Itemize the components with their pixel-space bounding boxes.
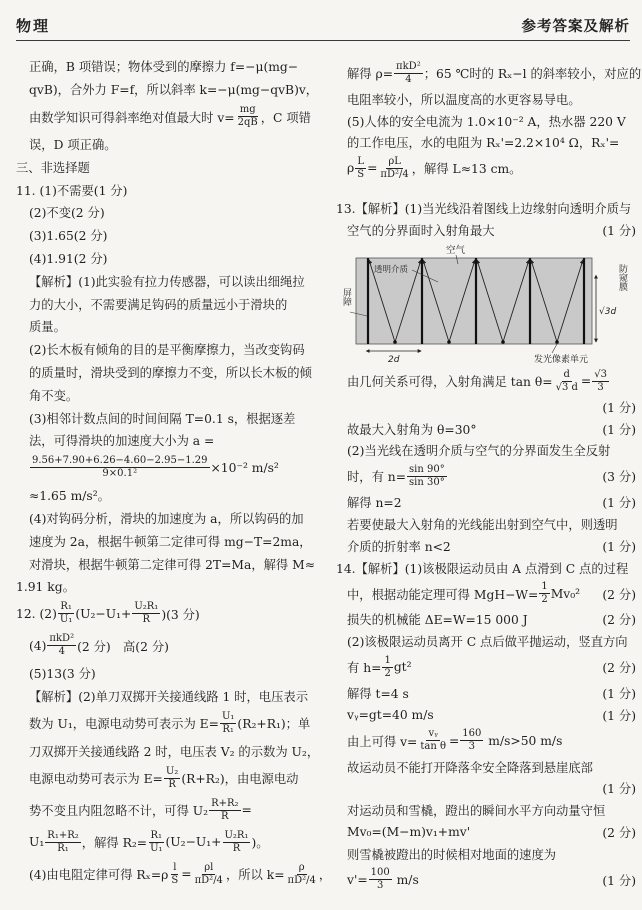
- text-segment: 解得 t=4 s: [347, 687, 409, 702]
- text-line: [347, 535, 638, 557]
- text-segment: (U₂−U₁+: [165, 835, 222, 850]
- text-segment: m/s>50 m/s: [484, 733, 563, 748]
- fraction: [193, 862, 225, 887]
- text-segment: 质量。: [29, 320, 66, 335]
- text-line: [29, 361, 322, 384]
- fraction: [47, 633, 76, 658]
- text-line: [336, 557, 638, 579]
- right-column-top: [336, 58, 642, 188]
- fraction-denominator: tan θ: [420, 741, 446, 753]
- fraction-numerator: πkD²: [49, 633, 75, 645]
- fraction: [378, 156, 410, 181]
- section-title: 参考答案及解析: [521, 17, 630, 35]
- text-line: [29, 858, 332, 890]
- score-label: (1 分): [602, 687, 636, 702]
- text-segment: 对运动员和雪橇，蹬出的瞬间水平方向动量守恒: [347, 804, 606, 819]
- text-line: [29, 201, 322, 224]
- text-line: [347, 153, 638, 183]
- fraction-numerator: √3: [594, 368, 607, 380]
- text-line: [29, 630, 322, 662]
- fraction-denominator: R: [221, 810, 229, 822]
- score-label: (1 分): [602, 422, 636, 437]
- text-line: [347, 756, 638, 778]
- text-line: [29, 552, 322, 575]
- fraction-numerator: R+R₂: [211, 797, 239, 809]
- text-line: [16, 178, 322, 201]
- fraction-numerator: U₁: [221, 711, 235, 723]
- fraction-numerator: d: [563, 368, 570, 380]
- fraction-denominator: πD²/4: [194, 874, 223, 886]
- pixel-point: [555, 340, 559, 344]
- text-segment: 速度为 2a，根据牛顿第二定律可得 mg−T=2ma，: [29, 534, 312, 549]
- fraction-numerator: R₁+R₂: [47, 829, 79, 841]
- text-segment: ；65 ℃时的 Rₓ−l 的斜率较小，对应的: [423, 67, 642, 81]
- text-segment: (R+R₂)，由电源电动: [181, 772, 299, 787]
- score-label: (2 分): [602, 661, 636, 676]
- fraction: [132, 601, 160, 626]
- right-column-question-13: [336, 197, 638, 243]
- text-segment: ρ: [347, 161, 355, 176]
- fraction-denominator: 4: [405, 73, 412, 85]
- fraction: [369, 867, 392, 892]
- text-segment: Mv₀=(M−m)v₁+mv': [347, 825, 471, 840]
- fraction: [394, 61, 423, 86]
- fraction-numerator: 1: [384, 654, 391, 666]
- text-line: [347, 88, 638, 110]
- fraction-denominator: R₁: [222, 723, 234, 735]
- text-segment: 12. (2): [16, 606, 57, 621]
- text-line: [347, 461, 638, 491]
- text-segment: 对滑块，根据牛顿第二定律可得 2T=Ma，解得 M≈: [29, 557, 316, 572]
- text-segment: =: [448, 733, 460, 748]
- text-line: [347, 491, 638, 513]
- fraction: [209, 798, 240, 823]
- text-segment: Mv₀²: [550, 586, 581, 601]
- text-segment: 由几何关系可得，入射角满足 tan θ=: [347, 375, 553, 389]
- medium-label: 透明介质: [374, 265, 409, 275]
- pixel-point: [447, 340, 451, 344]
- text-segment: qvB)，合外力 F=f，所以斜率 k=−μ(mg−qvB)v，: [29, 83, 319, 98]
- fraction-denominator: 2qB: [237, 117, 258, 129]
- text-line: [347, 58, 642, 88]
- text-line: [29, 247, 322, 270]
- score-label: (1 分): [602, 873, 636, 888]
- text-line: [29, 55, 322, 78]
- fraction-numerator: R₁: [60, 601, 72, 613]
- height-label: √3d: [599, 307, 617, 317]
- text-line: [29, 429, 322, 452]
- text-line: [29, 685, 322, 708]
- text-segment: (3)相邻计数点间的时间间隔 T=0.1 s，根据逐差: [29, 411, 296, 426]
- fraction-numerator: 100: [370, 867, 390, 879]
- text-line: [347, 609, 638, 631]
- left-column: [16, 55, 332, 900]
- text-line: [29, 707, 322, 739]
- score-label: (2 分): [602, 613, 636, 628]
- pixel-leader-line: [552, 344, 557, 353]
- text-segment: 解得 n=2: [347, 496, 402, 511]
- text-line: [29, 826, 322, 858]
- score-label: (1 分): [602, 782, 636, 797]
- text-segment: (5)人体的安全电流为 1.0×10⁻² A，热水器 220 V: [347, 114, 626, 129]
- fraction: [407, 464, 447, 489]
- text-line: [29, 269, 322, 292]
- text-segment: 有 h=: [347, 661, 382, 676]
- fraction-denominator: U₁: [150, 842, 163, 854]
- fraction-numerator: ρ: [298, 861, 305, 873]
- barrier-label: 屏障: [341, 288, 351, 306]
- score-label: (2 分): [602, 587, 636, 602]
- text-line: [347, 396, 638, 418]
- fraction-denominator: R₁: [57, 842, 69, 854]
- score-label: (1 分): [602, 708, 636, 723]
- score-label: (2 分): [602, 826, 636, 841]
- fraction-numerator: 1: [541, 581, 548, 593]
- fraction: [45, 830, 80, 855]
- fraction: [286, 862, 318, 887]
- text-segment: 1.91 kg。: [16, 580, 75, 595]
- text-line: [347, 821, 638, 843]
- text-line: [29, 794, 322, 826]
- text-line: [29, 292, 322, 315]
- text-segment: =: [181, 867, 192, 882]
- text-segment: =: [241, 803, 252, 818]
- fraction: [220, 711, 236, 736]
- fraction-denominator: 3: [377, 880, 384, 892]
- text-segment: v'=: [347, 872, 368, 887]
- text-segment: =: [580, 374, 592, 388]
- text-segment: 则雪橇被蹬出的时候相对地面的速度为: [347, 847, 557, 862]
- text-segment: 由数学知识可得斜率绝对值最大时 v=: [29, 110, 235, 125]
- text-segment: 力的大小，不需要满足钩码的质量远小于滑块的: [29, 297, 288, 312]
- text-line: [29, 383, 322, 406]
- fraction-denominator: R: [232, 842, 241, 854]
- text-line: [347, 652, 638, 682]
- fraction: [460, 728, 483, 753]
- fraction-denominator: πD²/4: [287, 874, 316, 886]
- fraction-denominator: S: [171, 874, 179, 886]
- text-segment: 刀双掷开关接通线路 2 时，电压表 V₂ 的示数为 U₂，: [29, 744, 320, 759]
- text-segment: U₁: [29, 835, 45, 850]
- fraction: [539, 581, 549, 606]
- fraction-numerator: L: [357, 156, 364, 168]
- fraction-denominator: S: [357, 168, 365, 180]
- text-line: [347, 219, 638, 241]
- fraction-numerator: ρL: [388, 156, 401, 168]
- text-segment: (2)该极限运动员离开 C 点后做平抛运动，竖直方向: [347, 635, 628, 650]
- text-segment: 由上可得 v=: [347, 734, 418, 749]
- text-segment: 势不变且内阻忽略不计，可得 U₂: [29, 804, 209, 819]
- text-line: [29, 507, 322, 530]
- text-line: [347, 132, 638, 154]
- fraction-numerator: ρl: [204, 861, 214, 873]
- text-segment: 中，根据动能定理可得 MgH−W=: [347, 587, 539, 602]
- score-label: (1 分): [602, 400, 636, 415]
- text-line: [347, 704, 638, 726]
- text-line: [347, 513, 638, 535]
- text-segment: 正确，B 项错误；物体受到的摩擦力 f=−μ(mg−: [29, 60, 299, 75]
- text-segment: )。: [251, 836, 269, 851]
- air-label: 空气: [446, 245, 466, 256]
- text-line: [347, 418, 638, 440]
- fraction: [148, 830, 164, 855]
- fraction-numerator: sin 90°: [409, 464, 445, 476]
- fraction-denominator: 2: [541, 594, 548, 606]
- text-line: [16, 598, 322, 630]
- text-segment: (4): [29, 638, 47, 653]
- text-line: [347, 726, 638, 756]
- fraction-numerator: U₂: [165, 765, 179, 777]
- text-line: [347, 366, 638, 396]
- privacy-film-diagram: [338, 242, 634, 364]
- fraction: [58, 601, 74, 626]
- fraction-numerator: R₁: [150, 829, 163, 841]
- fraction-numerator: πkD²: [396, 60, 421, 72]
- text-line: [29, 78, 322, 101]
- text-segment: 数为 U₁，电源电动势可表示为 E=: [29, 717, 219, 732]
- pixel-point: [501, 340, 505, 344]
- text-segment: )(3 分): [161, 607, 200, 622]
- text-line: [29, 101, 322, 133]
- text-segment: (R₂+R₁)；单: [237, 717, 311, 732]
- text-line: [29, 529, 322, 552]
- text-line: [29, 133, 322, 156]
- fraction-denominator: U₁: [59, 614, 73, 626]
- text-segment: 13.【解析】(1)当光线沿着图线上边缘射向透明介质与: [336, 201, 632, 216]
- fraction-denominator: 9×0.1²: [102, 468, 138, 480]
- subject-label: 物理: [16, 16, 51, 35]
- fraction: [554, 369, 580, 394]
- text-segment: (4)由电阻定律可得 Rₓ=ρ: [29, 868, 169, 883]
- fraction-numerator: vᵧ: [428, 728, 438, 740]
- text-line: [347, 865, 638, 895]
- text-line: [347, 843, 638, 865]
- fraction-denominator: 4: [58, 646, 65, 658]
- text-segment: 若要使最大入射角的光线能出射到空气中，则透明: [347, 518, 618, 533]
- text-segment: 的工作电压，水的电阻为 Rₓ'=2.2×10⁴ Ω，Rₓ'=: [347, 136, 620, 151]
- text-line: [16, 575, 322, 598]
- text-line: [347, 682, 638, 704]
- text-line: [336, 197, 638, 219]
- fraction-numerator: 160: [462, 728, 482, 740]
- text-segment: (2)当光线在透明介质与空气的分界面发生全反射: [347, 444, 611, 459]
- text-segment: 法，可得滑块的加速度大小为 a =: [29, 434, 215, 449]
- text-line: [29, 338, 322, 361]
- fraction-denominator: √3 d: [555, 381, 578, 393]
- text-segment: ，解得 R₂=: [81, 836, 148, 851]
- score-label: (1 分): [602, 539, 636, 554]
- text-line: [29, 762, 322, 794]
- text-segment: 电源电动势可表示为 E=: [29, 772, 163, 787]
- text-line: [347, 440, 638, 462]
- text-line: [29, 224, 322, 247]
- text-segment: (U₂−U₁+: [75, 606, 132, 621]
- fraction: [382, 655, 392, 680]
- text-segment: (3)1.65(2 分): [29, 229, 108, 244]
- text-segment: =: [367, 161, 378, 176]
- fraction-numerator: U₂R₁: [224, 829, 249, 841]
- text-line: [16, 155, 322, 178]
- fraction-denominator: πD²/4: [380, 168, 409, 180]
- fraction-denominator: sin 30°: [409, 476, 445, 488]
- text-segment: (4)对钩码分析，滑块的加速度为 a，所以钩码的加: [29, 511, 304, 526]
- score-label: (3 分): [602, 470, 636, 485]
- text-segment: ≈1.65 m/s²。: [29, 489, 110, 504]
- text-line: [347, 778, 638, 800]
- text-segment: (2)长木板有倾角的目的是平衡摩擦力，当改变钩码: [29, 343, 305, 358]
- film-label: 防窥膜: [617, 264, 627, 291]
- fraction: [236, 104, 260, 129]
- text-segment: ，解得 L≈13 cm。: [411, 162, 522, 177]
- text-line: [29, 662, 322, 685]
- right-column-bottom: [336, 366, 638, 902]
- text-line: [29, 484, 322, 507]
- text-segment: ，C 项错: [260, 110, 311, 125]
- text-segment: 电阻率较小，所以温度高的水更容易导电。: [347, 92, 581, 107]
- fraction: [164, 766, 180, 791]
- text-segment: ，: [318, 868, 332, 883]
- fraction-denominator: 2: [384, 667, 391, 679]
- text-line: [29, 739, 322, 762]
- pixel-point: [393, 340, 397, 344]
- fraction: [169, 862, 180, 887]
- fraction-denominator: 3: [597, 381, 604, 393]
- text-segment: ，所以 k=: [225, 868, 285, 883]
- fraction-denominator: 3: [468, 741, 476, 753]
- text-segment: ×10⁻² m/s²: [210, 460, 279, 475]
- width-label: 2d: [388, 355, 400, 365]
- text-segment: (2 分) 高(2 分): [77, 639, 169, 654]
- text-line: [347, 630, 638, 652]
- fraction: [355, 156, 366, 181]
- fraction-denominator: R: [142, 614, 151, 626]
- text-segment: 故最大入射角为 θ=30°: [347, 422, 477, 437]
- text-segment: 角不变。: [29, 388, 79, 403]
- text-line: [29, 452, 322, 484]
- text-segment: vᵧ=gt=40 m/s: [347, 707, 434, 722]
- text-line: [347, 799, 638, 821]
- score-label: (1 分): [602, 496, 636, 511]
- text-segment: 【解析】(1)此实验有拉力传感器，可以读出细绳拉: [29, 274, 305, 289]
- text-segment: 三、非选择题: [16, 160, 90, 175]
- pixel-label: 发光像素单元: [534, 355, 589, 365]
- fraction: [223, 830, 251, 855]
- text-segment: 空气的分界面时入射角最大: [347, 223, 495, 238]
- text-segment: 误，D 项正确。: [29, 137, 117, 152]
- fraction: [30, 455, 210, 480]
- text-line: [29, 406, 322, 429]
- text-line: [29, 315, 322, 338]
- fraction-numerator: l: [173, 861, 177, 873]
- text-line: [347, 110, 638, 132]
- fraction-numerator: U₂R₁: [134, 601, 159, 613]
- text-segment: (4)1.91(2 分): [29, 251, 108, 266]
- text-segment: 11. (1)不需要(1 分): [16, 183, 128, 198]
- fraction: [592, 369, 609, 394]
- text-segment: 【解析】(2)单刀双掷开关接通线路 1 时，电压表示: [29, 689, 308, 704]
- text-line: [347, 579, 638, 609]
- fraction: [418, 728, 448, 753]
- text-segment: 时，有 n=: [347, 470, 407, 485]
- text-segment: 14.【解析】(1)该极限运动员由 A 点滑到 C 点的过程: [336, 561, 629, 576]
- fraction-numerator: mg: [239, 104, 256, 116]
- text-segment: 解得 ρ=: [347, 67, 394, 81]
- fraction-numerator: 9.56+7.90+6.26−4.60−2.95−1.29: [32, 455, 208, 467]
- text-segment: (5)13(3 分): [29, 667, 96, 682]
- text-segment: gt²: [393, 660, 412, 675]
- score-label: (1 分): [602, 223, 636, 238]
- text-segment: 故运动员不能打开降落伞安全降落到悬崖底部: [347, 760, 593, 775]
- text-segment: (2)不变(2 分): [29, 206, 105, 221]
- fraction-denominator: R: [168, 778, 176, 790]
- text-segment: 介质的折射率 n<2: [347, 539, 451, 554]
- text-segment: 的质量时，滑块受到的摩擦力不变，所以长木板的倾: [29, 365, 312, 380]
- text-segment: m/s: [392, 872, 419, 887]
- page-header: [16, 10, 630, 41]
- text-segment: 损失的机械能 ΔE=W=15 000 J: [347, 613, 528, 628]
